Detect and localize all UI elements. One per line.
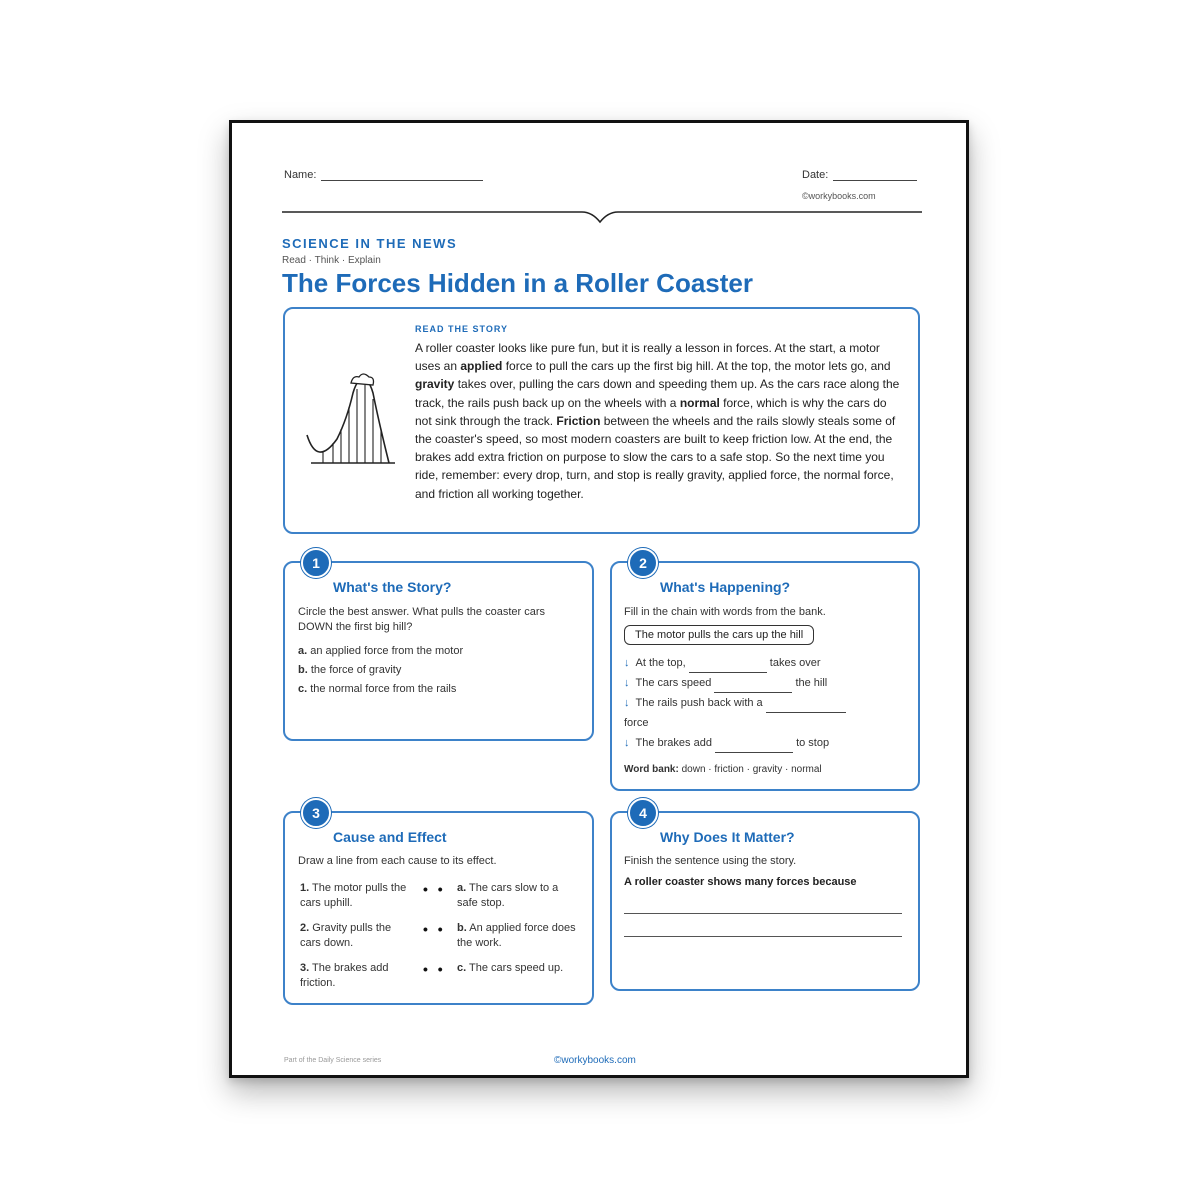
chain-step-3: ↓ The rails push back with a: [624, 693, 914, 713]
word-bank-words: down · friction · gravity · normal: [681, 764, 822, 775]
story-text: A roller coaster looks like pure fun, but it is really a lesson in forces. At the start, a motor uses an applied force to pull the cars up the first big hill. At the top, the motor lets go, and gravity takes over, pulling the cars down and speeding them up. As the cars race along the track, the rails push back up on the wheels with a normal force, which is why the cars do not sink through the track. Friction between the wheels and the rails slowly steals some of the coaster's speed, so most modern coasters are built to keep friction low. At the end, the brakes add extra friction on purpose to slow the cars to a safe stop. So the next time you ride, remember: every drop, turn, and stop is really gravity, applied force, the normal force, and friction all working together.: [415, 341, 900, 501]
effect-c: c. The cars speed up.: [457, 962, 564, 974]
question-4-prompt: Finish the sentence using the story.: [624, 855, 797, 867]
roller-coaster-icon: [303, 373, 397, 469]
question-4-title: Why Does It Matter?: [660, 829, 795, 845]
question-3-prompt: Draw a line from each cause to its effect.: [298, 855, 497, 867]
name-line: [321, 180, 483, 181]
brand-small: ©workybooks.com: [802, 191, 876, 201]
down-arrow-icon: ↓: [624, 677, 630, 689]
question-1-badge: 1: [301, 548, 331, 578]
name-field: [284, 169, 483, 181]
word-bank-label: Word bank:: [624, 764, 679, 775]
chain-step-2: ↓ The cars speed the hill: [624, 673, 914, 693]
question-1-box: [283, 561, 594, 741]
question-2-prompt: Fill in the chain with words from the bank.: [624, 606, 826, 618]
word-bank: [624, 764, 822, 775]
question-3-box: [283, 811, 594, 1005]
answer-line-2[interactable]: [624, 936, 902, 937]
down-arrow-icon: ↓: [624, 657, 630, 669]
down-arrow-icon: ↓: [624, 737, 630, 749]
kicker: SCIENCE IN THE NEWS: [282, 236, 458, 251]
down-arrow-icon: ↓: [624, 697, 630, 709]
chain-step-4: ↓ The brakes add to stop: [624, 733, 914, 753]
option-a[interactable]: a. an applied force from the motor: [298, 645, 464, 657]
question-1-options: [298, 642, 463, 699]
chain-step-3-cont: force: [624, 717, 649, 729]
question-4-stem: A roller coaster shows many forces because: [624, 876, 857, 888]
match-dots-1[interactable]: • •: [423, 881, 446, 897]
blank-3[interactable]: [766, 712, 846, 713]
chain-start: The motor pulls the cars up the hill: [624, 625, 814, 645]
date-label: Date:: [802, 169, 829, 181]
date-line: [833, 180, 917, 181]
question-2-title: What's Happening?: [660, 579, 791, 595]
match-dots-3[interactable]: • •: [423, 961, 446, 977]
option-c[interactable]: c. the normal force from the rails: [298, 683, 457, 695]
page-title: The Forces Hidden in a Roller Coaster: [282, 268, 753, 298]
answer-line-1[interactable]: [624, 913, 902, 914]
subkicker: Read · Think · Explain: [282, 255, 381, 266]
option-b[interactable]: b. the force of gravity: [298, 664, 402, 676]
cause-3: 3. The brakes add friction.: [300, 962, 389, 989]
header-divider: [282, 207, 922, 227]
story-box: [283, 307, 920, 534]
blank-4[interactable]: [715, 752, 793, 753]
cause-2: 2. Gravity pulls the cars down.: [300, 922, 392, 949]
effect-a: a. The cars slow to a safe stop.: [457, 882, 559, 909]
question-4-badge: 4: [628, 798, 658, 828]
story-label: READ THE STORY: [415, 324, 509, 334]
chain-steps: [624, 653, 914, 753]
question-2-box: [610, 561, 920, 791]
effect-b: b. An applied force does the work.: [457, 922, 576, 949]
footer-site: ©workybooks.com: [554, 1055, 636, 1066]
question-3-badge: 3: [301, 798, 331, 828]
footer-series: Part of the Daily Science series: [284, 1057, 382, 1064]
question-1-prompt: Circle the best answer. What pulls the coaster cars DOWN the first big hill?: [298, 606, 545, 633]
worksheet-page: [229, 120, 969, 1078]
cause-1: 1. The motor pulls the cars uphill.: [300, 882, 407, 909]
question-2-badge: 2: [628, 548, 658, 578]
date-field: [802, 169, 917, 181]
match-dots-2[interactable]: • •: [423, 921, 446, 937]
chain-step-1: ↓ At the top, takes over: [624, 653, 914, 673]
question-4-box: [610, 811, 920, 991]
question-3-title: Cause and Effect: [333, 829, 447, 845]
name-label: Name:: [284, 169, 317, 181]
question-1-title: What's the Story?: [333, 579, 452, 595]
